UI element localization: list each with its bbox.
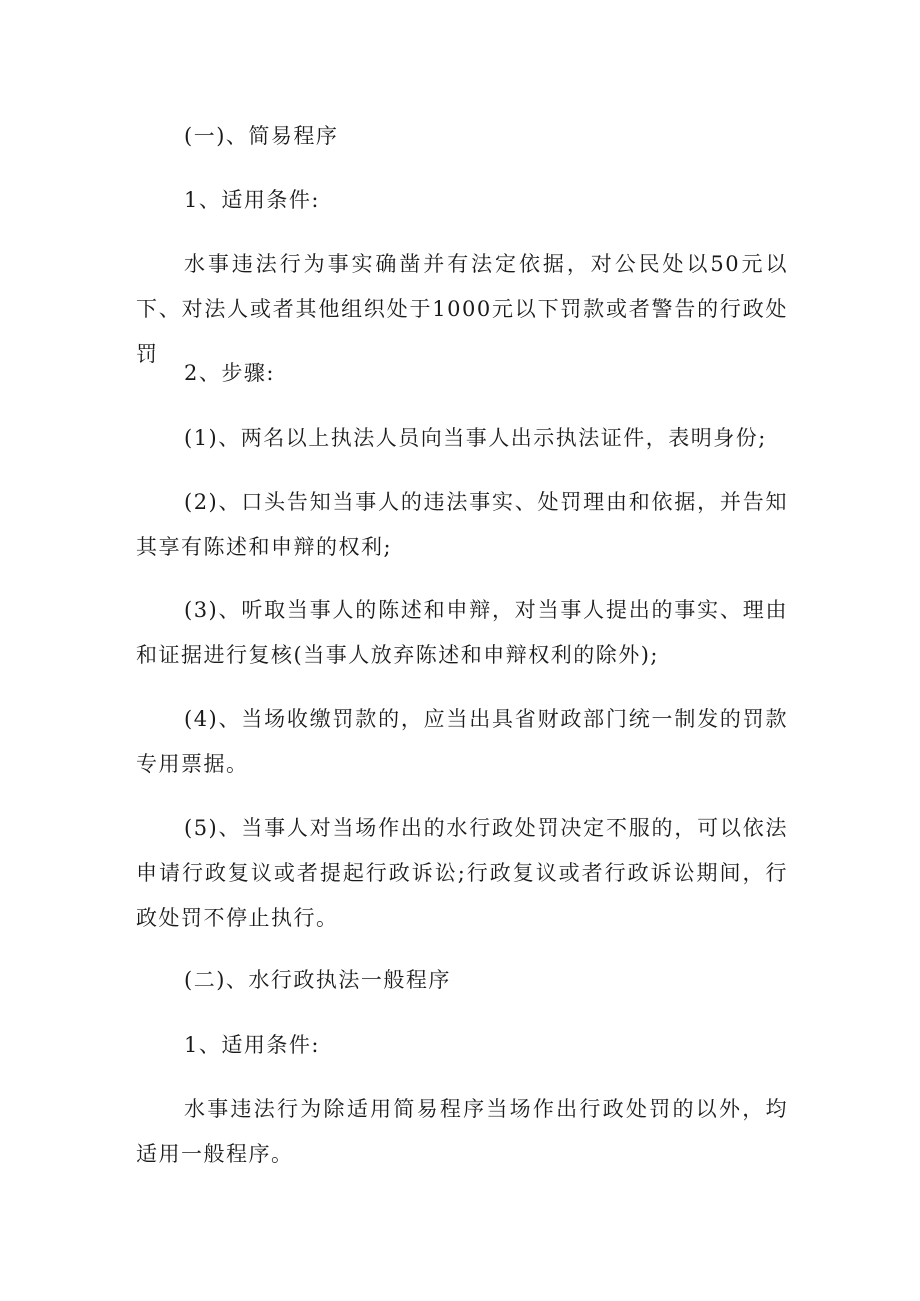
- subheading-applicable-conditions: 1、适用条件:: [184, 188, 320, 212]
- step-item-2: (2)、口头告知当事人的违法事实、处罚理由和依据，并告知其享有陈述和申辩的权利;: [136, 490, 788, 559]
- paragraph-conditions-text: 水事违法行为事实确凿并有法定依据，对公民处以50元以下、对法人或者其他组织处于1000元以下罚款或者警告的行政处罚: [136, 252, 788, 366]
- step-item-3: (3)、听取当事人的陈述和申辩，对当事人提出的事实、理由和证据进行复核(当事人放弃陈述和申辩权利的除外);: [136, 598, 788, 667]
- step-item-4: (4)、当场收缴罚款的，应当出具省财政部门统一制发的罚款专用票据。: [136, 707, 788, 776]
- paragraph-general-conditions-text: 水事违法行为除适用简易程序当场作出行政处罚的以外，均适用一般程序。: [136, 1097, 788, 1166]
- step-item-5: (5)、当事人对当场作出的水行政处罚决定不服的，可以依法申请行政复议或者提起行政诉讼;行政复议或者行政诉讼期间，行政处罚不停止执行。: [136, 816, 788, 930]
- subheading-applicable-conditions-2: 1、适用条件:: [184, 1033, 320, 1057]
- section-heading-general-procedure: (二)、水行政执法一般程序: [184, 968, 451, 992]
- step-item-1: (1)、两名以上执法人员向当事人出示执法证件，表明身份;: [184, 426, 767, 450]
- subheading-steps: 2、步骤:: [184, 361, 275, 385]
- section-heading-simple-procedure: (一)、简易程序: [184, 124, 339, 148]
